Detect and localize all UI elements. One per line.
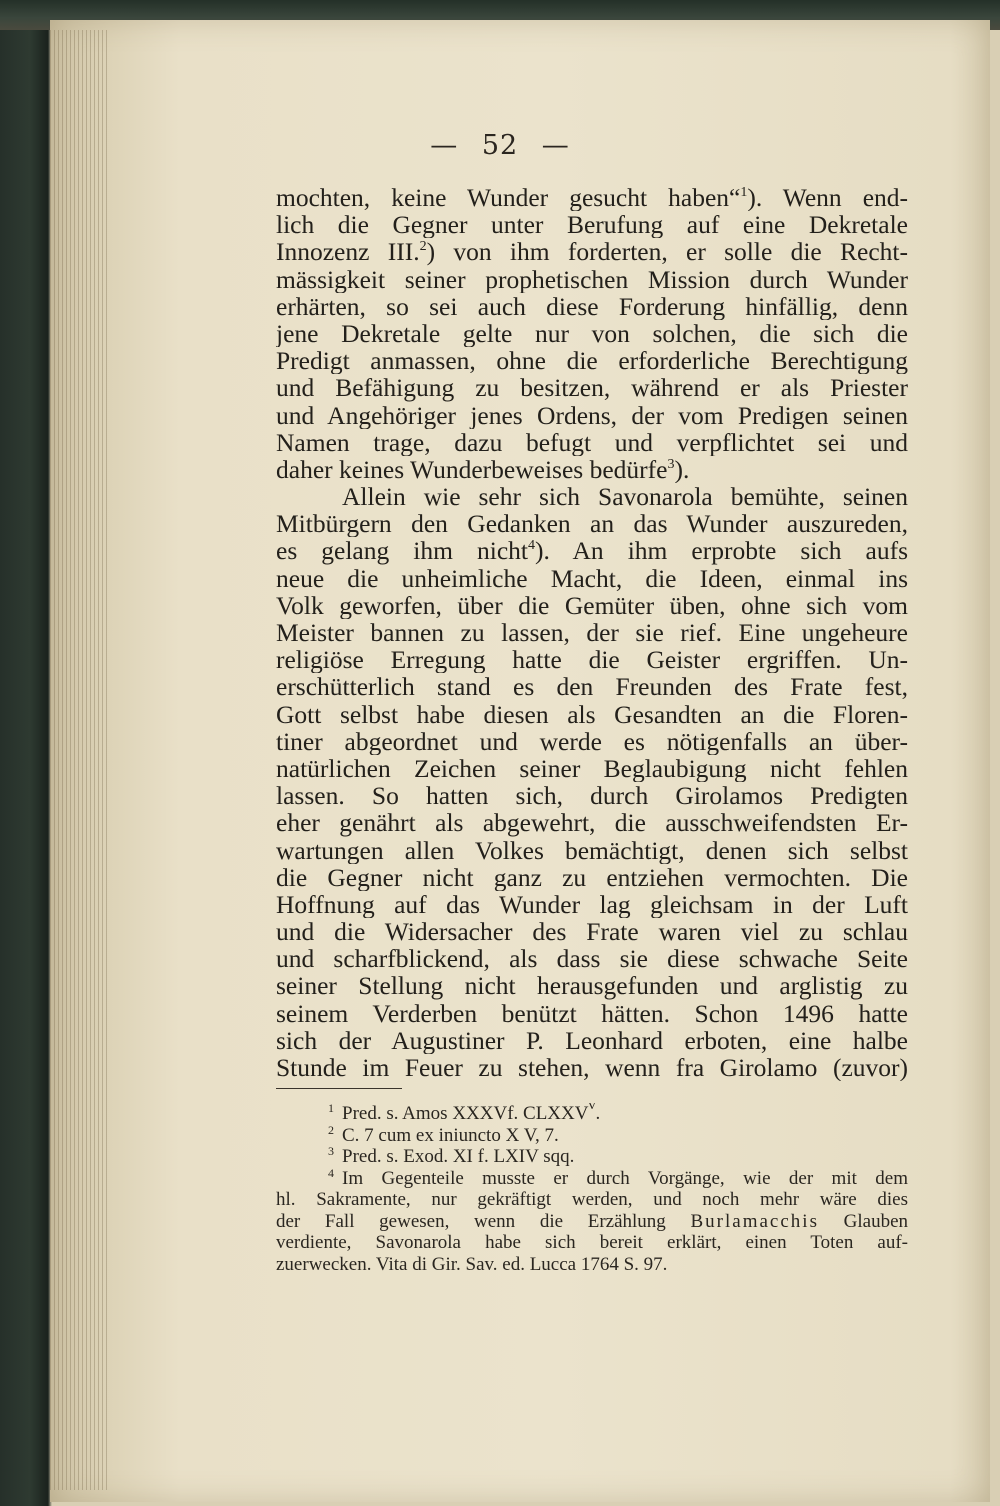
footnote-separator	[276, 1088, 402, 1089]
text-line: lich die Gegner unter Berufung auf eine Dekretale	[276, 211, 908, 239]
text-line: die Gegner nicht ganz zu entziehen vermochten. Die	[276, 863, 908, 891]
footnote-4: $^4$ Im Gegenteile musste er durch Vorgänge, wie der mit dem	[328, 1167, 908, 1189]
text-line: jene Dekretale gelte nur von solchen, die sich die	[276, 319, 908, 348]
footnote-4-line: verdiente, Savonarola habe sich bereit erklärt, einen Toten auf-	[276, 1232, 908, 1253]
text-line: lassen. So hatten sich, durch Girolamos Predigten	[276, 782, 908, 810]
footnote-4-line: hl. Sakramente, nur gekräftigt werden, und noch mehr wäre dies	[276, 1189, 908, 1210]
text-line: und scharfblickend, als dass sie diese schwache Seite	[276, 945, 908, 973]
text-line: Gott selbst habe diesen als Gesandten an die Floren-	[276, 700, 908, 728]
text-line: Mitbürgern den Gedanken an das Wunder auszureden,	[276, 510, 908, 538]
text-line: erschütterlich stand es den Freunden des Frate fest,	[276, 673, 908, 701]
footnote-4-line: zuerwecken. Vita di Gir. Sav. ed. Lucca 1764 S. 97.	[276, 1253, 668, 1275]
text-line: natürlichen Zeichen seiner Beglaubigung nicht fehlen	[276, 754, 908, 783]
text-line: religiöse Erregung hatte die Geister ergriffen. Un-	[276, 646, 908, 674]
text-line: neue die unheimliche Macht, die Ideen, einmal ins	[276, 564, 908, 592]
main-text	[276, 184, 908, 1081]
footnote-ref: 1	[740, 185, 748, 200]
text-line: tiner abgeordnet und werde es nötigenfalls an über-	[276, 727, 908, 755]
page-number-header	[0, 130, 1000, 161]
text-line: erhärten, so sei auch diese Forderung hinfällig, denn	[276, 292, 908, 320]
text-line: und Angehöriger jenes Ordens, der vom Predigen seinen	[276, 401, 908, 429]
text-line: Meister bannen zu lassen, der sie rief. Eine ungeheure	[276, 619, 908, 647]
text-line: Allein wie sehr sich Savonarola bemühte, seinen	[342, 483, 908, 511]
text-line: eher genährt als abgewehrt, die ausschweifendsten Er-	[276, 809, 908, 837]
text-line: sich der Augustiner P. Leonhard erboten, eine halbe	[276, 1026, 908, 1054]
text-line: Namen trage, dazu befugt und verpflichtet sei und	[276, 428, 908, 456]
text-line: und Befähigung zu besitzen, während er als Priester	[276, 374, 908, 402]
header-dash-left: —	[430, 130, 459, 161]
footnote-ref: 3	[667, 456, 675, 472]
text-line: Predigt anmassen, ohne die erforderliche Berechtigung	[276, 347, 908, 375]
text-line: seiner Stellung nicht herausgefunden und arglistig zu	[276, 972, 908, 1000]
text-line: seinem Verderben benützt hätten. Schon 1496 hatte	[276, 999, 908, 1027]
text-line: Hoffnung auf das Wunder lag gleichsam in der Luft	[276, 890, 908, 919]
footnote-2: $^2$ C. 7 cum ex iniuncto X V, 7.	[328, 1124, 559, 1146]
page-edges	[50, 30, 110, 1490]
page-number: 52	[481, 130, 519, 161]
header-dash-right: —	[541, 130, 570, 161]
footnote-ref: 2	[419, 239, 427, 255]
footnote-1: $^1$ Pred. s. Amos XXXVf. CLXXV$^v$.	[328, 1103, 601, 1124]
text-line: mässigkeit seiner prophetischen Mission durch Wunder	[276, 265, 908, 293]
text-line: mochten, keine Wunder gesucht haben“$^1$). Wenn end-	[276, 184, 908, 212]
footnotes	[276, 1103, 908, 1275]
text-line: es gelang ihm nicht$^4$). An ihm erprobte sich aufs	[276, 537, 908, 565]
text-line: Stunde im Feuer zu stehen, wenn fra Girolamo (zuvor)	[276, 1054, 908, 1082]
footnote-4-line: der Fall gewesen, wenn die Erzählung Burlamacchis Glauben	[276, 1210, 908, 1232]
text-line: wartungen allen Volkes bemächtigt, denen sich selbst	[276, 836, 908, 864]
spaced-name: Burlamacchis	[690, 1210, 819, 1232]
text-line: daher keines Wunderbeweises bedürfe$^3$).	[276, 455, 690, 484]
text-line: Innozenz III.$^2$) von ihm forderten, er solle die Recht-	[276, 238, 908, 266]
text-line: und die Widersacher des Frate waren viel zu schlau	[276, 918, 908, 946]
footnote-3: $^3$ Pred. s. Exod. XI f. LXIV sqq.	[328, 1146, 575, 1167]
text-line: Volk geworfen, über die Gemüter üben, ohne sich vom	[276, 591, 908, 619]
footnote-ref: 4	[528, 538, 535, 554]
